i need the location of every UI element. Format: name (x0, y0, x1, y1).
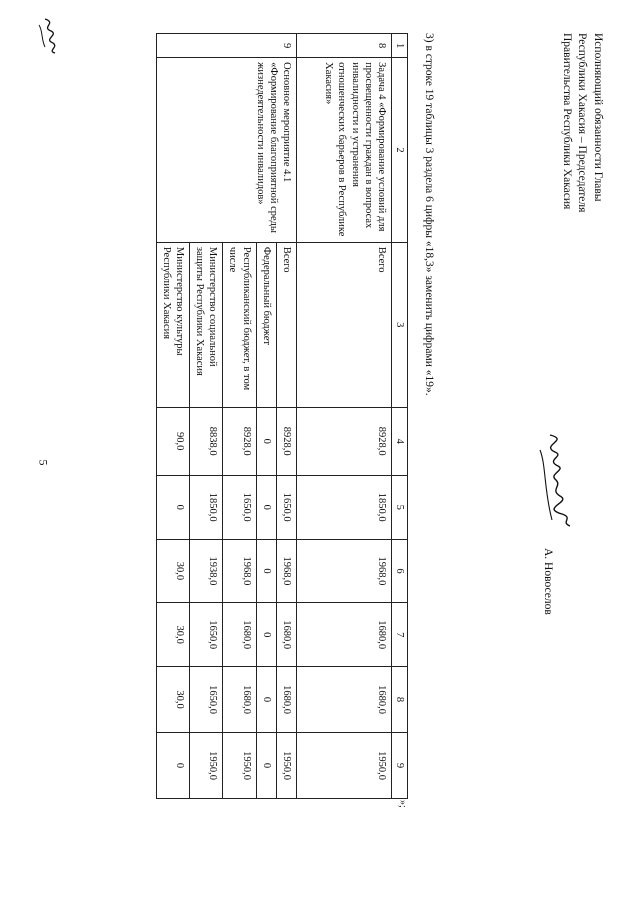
value-cell: 0 (156, 475, 189, 539)
funding-source: Всего (276, 242, 296, 407)
value-cell: 1950,0 (276, 733, 296, 799)
funding-source: Федеральный бюджет (256, 242, 276, 407)
table-row (276, 34, 296, 799)
value-cell: 30,0 (156, 603, 189, 667)
value-cell: 1950,0 (190, 733, 223, 799)
value-cell: 1950,0 (223, 733, 256, 799)
header-cell: 8 (391, 667, 407, 733)
row-number: 8 (296, 34, 391, 58)
row-number: 9 (156, 34, 296, 58)
value-cell: 0 (156, 733, 189, 799)
value-cell: 30,0 (156, 667, 189, 733)
value-cell: 1650,0 (223, 475, 256, 539)
value-cell: 8928,0 (276, 407, 296, 475)
value-cell: 1968,0 (223, 539, 256, 603)
row-title: Задача 4 «Формирование условий для просвещенности граждан в вопросах инвалидности и устранения отношенческих барьеров в Республике Хакасия» (296, 58, 391, 243)
signer-title-line: Исполняющий обязанности Главы (592, 33, 604, 202)
value-cell: 8928,0 (296, 407, 391, 475)
value-cell: 0 (256, 603, 276, 667)
value-cell: 1938,0 (190, 539, 223, 603)
amendment-note: 3) в строке 19 таблицы 3 раздела 6 цифры «18,3» заменить цифрами «19». (423, 33, 435, 396)
funding-source: Республиканский бюджет, в том числе (223, 242, 256, 407)
handwritten-initials (35, 15, 65, 55)
value-cell: 1680,0 (276, 667, 296, 733)
header-cell: 3 (391, 242, 407, 407)
value-cell: 8838,0 (190, 407, 223, 475)
value-cell: 1680,0 (223, 667, 256, 733)
value-cell: 0 (256, 667, 276, 733)
value-cell: 1850,0 (190, 475, 223, 539)
handwritten-signature (530, 430, 580, 530)
funding-source: Всего (296, 242, 391, 407)
funding-source: Министерство культуры Республики Хакасия (156, 242, 189, 407)
value-cell: 0 (256, 475, 276, 539)
value-cell: 0 (256, 407, 276, 475)
header-cell: 1 (391, 34, 407, 58)
value-cell: 1650,0 (190, 667, 223, 733)
header-cell: 7 (391, 603, 407, 667)
header-cell: 2 (391, 58, 407, 243)
value-cell: 0 (256, 733, 276, 799)
value-cell: 0 (256, 539, 276, 603)
value-cell: 1850,0 (296, 475, 391, 539)
value-cell: 90,0 (156, 407, 189, 475)
value-cell: 8928,0 (223, 407, 256, 475)
page-number: 5 (36, 459, 51, 466)
header-cell: 6 (391, 539, 407, 603)
table-header-row (391, 34, 407, 799)
value-cell: 1968,0 (276, 539, 296, 603)
value-cell: 1968,0 (296, 539, 391, 603)
value-cell: 30,0 (156, 539, 189, 603)
table-closing-quote: »; (397, 800, 408, 808)
value-cell: 1680,0 (296, 667, 391, 733)
budget-table (156, 33, 408, 799)
signer-block (558, 33, 605, 212)
signer-title-line: Республики Хакасия – Председателя (576, 33, 589, 213)
value-cell: 1650,0 (276, 475, 296, 539)
value-cell: 1680,0 (296, 603, 391, 667)
signer-name: А. Новоселов (542, 548, 554, 615)
value-cell: 1680,0 (223, 603, 256, 667)
value-cell: 1680,0 (276, 603, 296, 667)
row-title: Основное мероприятие 4.1 «Формирование благоприятной среды жизнедеятельности инвалидов» (156, 58, 296, 243)
funding-source: Министерство социальной защиты Республики Хакасия (190, 242, 223, 407)
header-cell: 9 (391, 733, 407, 799)
header-cell: 5 (391, 475, 407, 539)
signer-title-line: Правительства Республики Хакасия (560, 33, 573, 210)
header-cell: 4 (391, 407, 407, 475)
value-cell: 1650,0 (190, 603, 223, 667)
table-row (296, 34, 391, 799)
value-cell: 1950,0 (296, 733, 391, 799)
